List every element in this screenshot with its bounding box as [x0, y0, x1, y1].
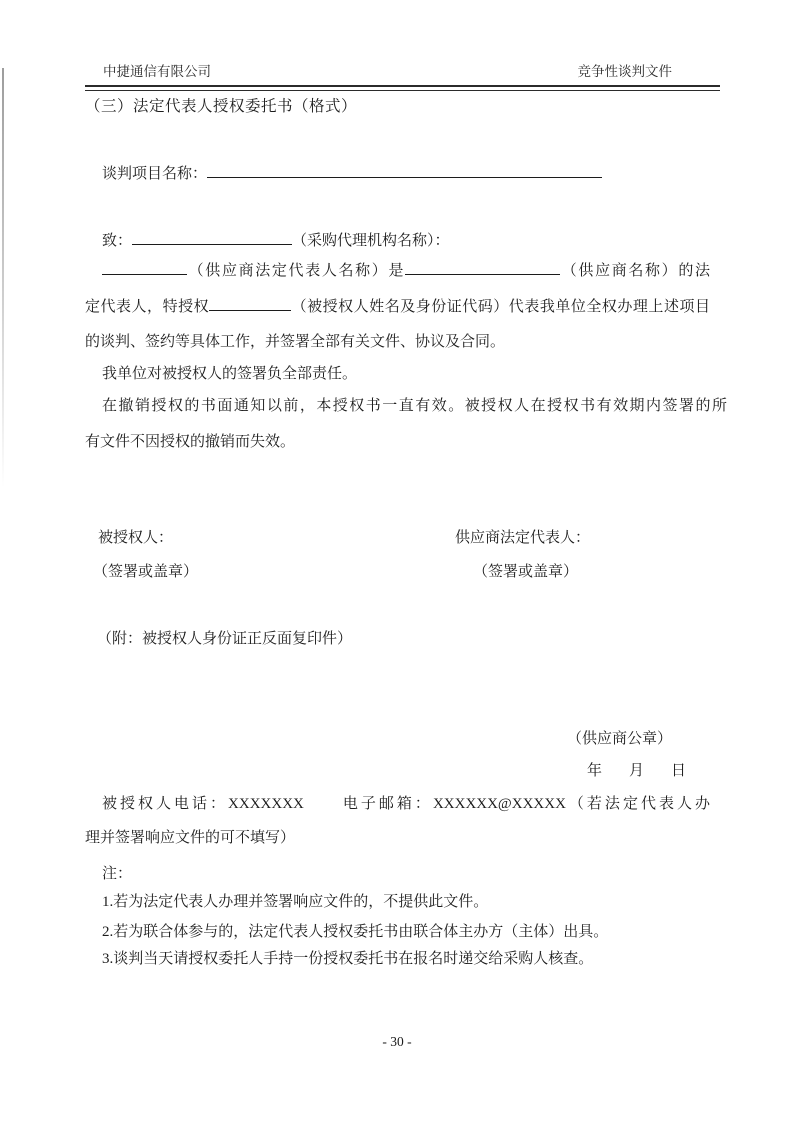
scan-artifact-line	[2, 68, 4, 488]
date-line: 年 月 日	[587, 763, 693, 779]
email-label: 电子邮箱：XXXXXX@XXXXX（若法定代表人办	[339, 796, 710, 812]
notes-heading: 注：	[102, 866, 133, 882]
contact-row-line2: 理并签署响应文件的可不填写）	[85, 830, 296, 846]
agency-name-fill-line	[132, 229, 292, 245]
supplier-name-fill-line	[405, 259, 560, 275]
legal-representative-signature-label: 供应商法定代表人：	[455, 530, 591, 546]
page-number: - 30 -	[382, 1034, 412, 1049]
header-divider	[85, 85, 720, 91]
section-title: （三）法定代表人授权委托书（格式）	[85, 98, 358, 115]
to-label: 致：	[102, 233, 133, 249]
validity-paragraph-line2: 有文件不因授权的撤销而失效。	[85, 434, 296, 450]
attachment-note: （附：被授权人身份证正反面复印件）	[97, 631, 353, 647]
note-item-2: 2.若为联合体参与的，法定代表人授权委托书由联合体主办方（主体）出具。	[102, 924, 609, 940]
authorized-person-signature-label: 被授权人：	[98, 530, 174, 546]
page-header	[85, 60, 720, 80]
authorized-person-fill-line	[209, 295, 291, 311]
contact-row-line1	[85, 793, 710, 815]
header-company-name: 中捷通信有限公司	[103, 64, 211, 79]
representative-name-fill-line	[102, 259, 187, 275]
project-name-fill-line	[207, 162, 602, 178]
responsibility-paragraph: 我单位对被授权人的签署负全部责任。	[102, 366, 358, 382]
to-suffix: （采购代理机构名称）：	[292, 233, 450, 249]
phone-label: 被授权人电话：XXXXXXX	[102, 796, 304, 812]
validity-paragraph-line1: 在撤销授权的书面通知以前，本授权书一直有效。被授权人在授权书有效期内签署的所	[102, 398, 727, 414]
paragraph-text: （供应商名称）的法	[560, 263, 710, 279]
paragraph-text: （被授权人姓名及身份证代码）代表我单位全权办理上述项目	[291, 299, 710, 315]
project-name-row	[85, 162, 602, 185]
project-name-label: 谈判项目名称：	[102, 166, 208, 182]
authorization-paragraph-line2	[85, 295, 710, 318]
authorization-paragraph-line1	[85, 259, 710, 282]
authorization-paragraph-line3: 的谈判、签约等具体工作，并签署全部有关文件、协议及合同。	[85, 334, 506, 350]
note-item-1: 1.若为法定代表人办理并签署响应文件的，不提供此文件。	[102, 894, 489, 910]
note-item-3: 3.谈判当天请授权委托人手持一份授权委托书在报名时递交给采购人核查。	[102, 951, 594, 967]
header-document-type: 竞争性谈判文件	[577, 64, 672, 79]
paragraph-text: （供应商法定代表人名称）是	[187, 263, 406, 279]
right-sign-or-seal-note: （签署或盖章）	[473, 564, 579, 580]
supplier-seal-label: （供应商公章）	[567, 731, 673, 747]
paragraph-text: 定代表人，特授权	[85, 299, 210, 315]
addressee-row	[85, 229, 450, 252]
left-sign-or-seal-note: （签署或盖章）	[93, 564, 199, 580]
